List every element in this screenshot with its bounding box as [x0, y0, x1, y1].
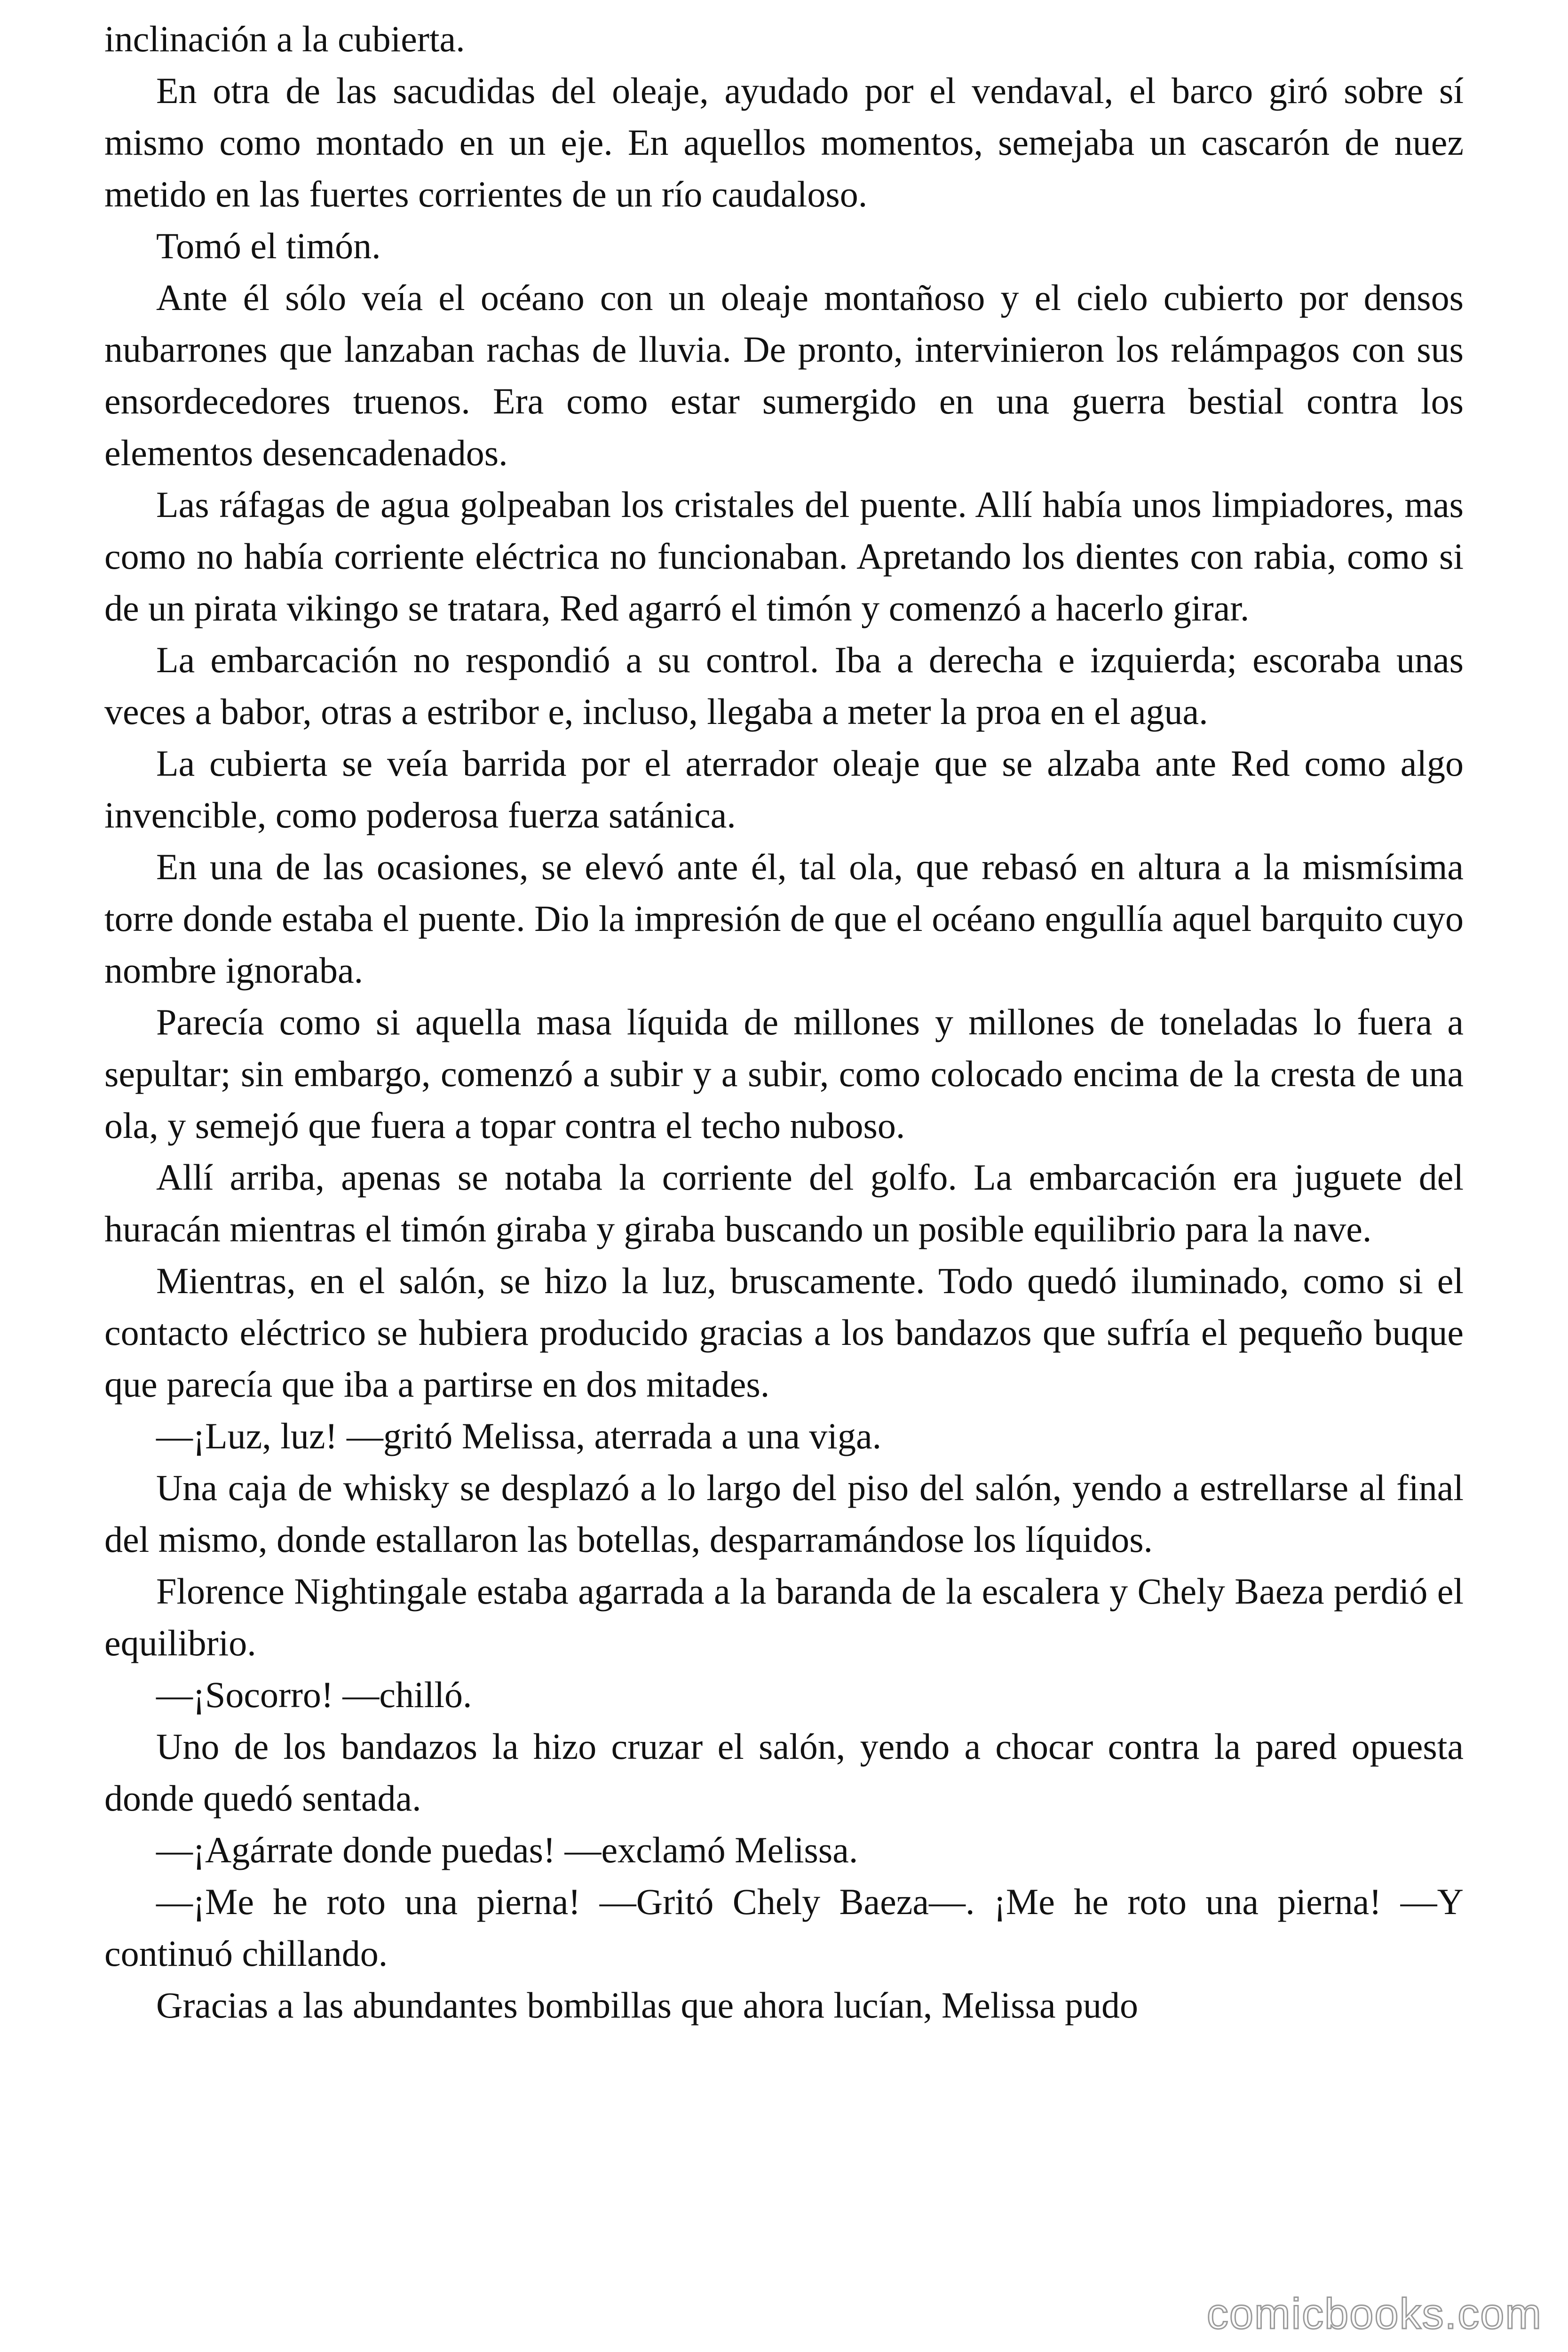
paragraph: Florence Nightingale estaba agarrada a la baranda de la escalera y Chely Baeza perdió el equilibrio. [104, 1571, 1464, 1663]
paragraph: —¡Socorro! —chilló. [156, 1674, 472, 1715]
paragraph: inclinación a la cubierta. [104, 18, 465, 59]
watermark-logo: comicbooks.com [1206, 2290, 1542, 2338]
paragraph: En otra de las sacudidas del oleaje, ayudado por el vendaval, el barco giró sobre sí mismo como montado en un eje. En aquellos momentos, semejaba un cascarón de nuez metido en las fuertes corrientes de un río caudaloso. [104, 70, 1464, 215]
page-text [104, 13, 1464, 2031]
paragraph: La embarcación no respondió a su control. Iba a derecha e izquierda; escoraba unas veces a babor, otras a estribor e, incluso, llegaba a meter la proa en el agua. [104, 639, 1464, 732]
paragraph: —¡Luz, luz! —gritó Melissa, aterrada a una viga. [156, 1415, 882, 1456]
paragraph: Mientras, en el salón, se hizo la luz, bruscamente. Todo quedó iluminado, como si el contacto eléctrico se hubiera producido gracias a los bandazos que sufría el pequeño buque que parecía que iba a partirse en dos mitades. [104, 1260, 1464, 1405]
paragraph: Las ráfagas de agua golpeaban los cristales del puente. Allí había unos limpiadores, mas como no había corriente eléctrica no funcionaban. Apretando los dientes con rabia, como si de un pirata vikingo se tratara, Red agarró el timón y comenzó a hacerlo girar. [104, 484, 1464, 628]
paragraph: —¡Me he roto una pierna! —Gritó Chely Baeza—. ¡Me he roto una pierna! —Y continuó chillando. [104, 1881, 1464, 1974]
paragraph: Una caja de whisky se desplazó a lo largo del piso del salón, yendo a estrellarse al final del mismo, donde estallaron las botellas, desparramándose los líquidos. [104, 1467, 1464, 1560]
paragraph: —¡Agárrate donde puedas! —exclamó Melissa. [156, 1829, 858, 1870]
paragraph: Ante él sólo veía el océano con un oleaje montañoso y el cielo cubierto por densos nubarrones que lanzaban rachas de lluvia. De pronto, intervinieron los relámpagos con sus ensordecedores truenos. Era como estar sumergido en una guerra bestial contra los elementos desencadenados. [104, 277, 1464, 473]
paragraph: Parecía como si aquella masa líquida de millones y millones de toneladas lo fuera a sepultar; sin embargo, comenzó a subir y a subir, como colocado encima de la cresta de una ola, y semejó que fuera a topar contra el techo nuboso. [104, 1001, 1464, 1146]
paragraph: Uno de los bandazos la hizo cruzar el salón, yendo a chocar contra la pared opuesta donde quedó sentada. [104, 1726, 1464, 1819]
paragraph: La cubierta se veía barrida por el aterrador oleaje que se alzaba ante Red como algo invencible, como poderosa fuerza satánica. [104, 743, 1464, 835]
paragraph: En una de las ocasiones, se elevó ante él, tal ola, que rebasó en altura a la mismísima torre donde estaba el puente. Dio la impresión de que el océano engullía aquel barquito cuyo nombre ignoraba. [104, 846, 1464, 991]
paragraph: Allí arriba, apenas se notaba la corriente del golfo. La embarcación era juguete del huracán mientras el timón giraba y giraba buscando un posible equilibrio para la nave. [104, 1157, 1464, 1249]
paragraph: Gracias a las abundantes bombillas que ahora lucían, Melissa pudo [156, 1985, 1139, 2026]
paragraph: Tomó el timón. [156, 225, 381, 266]
